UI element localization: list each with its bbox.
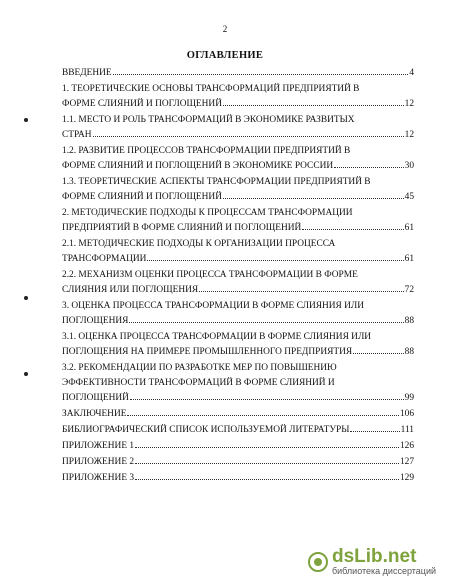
toc-entry[interactable] <box>62 455 414 470</box>
toc-entry-text: ТРАНСФОРМАЦИИ <box>62 254 147 264</box>
toc-entry[interactable] <box>62 299 414 329</box>
toc-page-number: 111 <box>400 425 414 435</box>
toc-line <box>62 455 414 470</box>
toc-entry[interactable] <box>62 407 414 422</box>
toc-leader-dots <box>135 479 399 480</box>
toc-entry-text: СТРАН <box>62 130 92 140</box>
toc-line <box>62 299 414 314</box>
toc-line <box>62 283 414 298</box>
toc-page-number: 45 <box>404 192 414 202</box>
toc-entry-text: 2.1. МЕТОДИЧЕСКИЕ ПОДХОДЫ К ОРГАНИЗАЦИИ ПРОЦЕССА <box>62 239 336 249</box>
toc-entry-text: ЗАКЛЮЧЕНИЕ <box>62 409 127 419</box>
toc-page-number: 106 <box>399 409 414 419</box>
toc-leader-dots <box>223 105 404 106</box>
toc-line <box>62 221 414 236</box>
toc-leader-dots <box>147 260 403 261</box>
toc-line <box>62 82 414 97</box>
toc-entry-text: ЭФФЕКТИВНОСТИ ТРАНСФОРМАЦИЙ В ФОРМЕ СЛИЯНИЙ И <box>62 378 335 388</box>
toc-page-number: 30 <box>404 161 414 171</box>
toc-line <box>62 206 414 221</box>
toc-line <box>62 252 414 267</box>
toc-title: ОГЛАВЛЕНИЕ <box>186 50 264 61</box>
toc-leader-dots <box>93 136 404 137</box>
toc-page-number: 99 <box>404 393 414 403</box>
toc-entry[interactable] <box>62 175 414 205</box>
toc-page-number: 61 <box>404 254 414 264</box>
toc-entry-text: БИБЛИОГРАФИЧЕСКИЙ СПИСОК ИСПОЛЬЗУЕМОЙ ЛИТЕРАТУРЫ <box>62 425 350 435</box>
toc-page-number: 12 <box>404 130 414 140</box>
toc-entry[interactable] <box>62 113 414 143</box>
toc-entry[interactable] <box>62 439 414 454</box>
toc-leader-dots <box>302 229 403 230</box>
toc-entry-text: 1.3. ТЕОРЕТИЧЕСКИЕ АСПЕКТЫ ТРАНСФОРМАЦИИ ПРЕДПРИЯТИЙ В <box>62 177 371 187</box>
toc-page-number: 88 <box>404 347 414 357</box>
toc-entry[interactable] <box>62 206 414 236</box>
toc-entry-text: 3.2. РЕКОМЕНДАЦИИ ПО РАЗРАБОТКЕ МЕР ПО ПОВЫШЕНИЮ <box>62 363 337 373</box>
scan-mark-bullet <box>24 372 28 376</box>
toc-leader-dots <box>127 415 398 416</box>
toc-entry-text: 1.1. МЕСТО И РОЛЬ ТРАНСФОРМАЦИЙ В ЭКОНОМИКЕ РАЗВИТЫХ <box>62 115 355 125</box>
toc-entry-text: ПОГЛОЩЕНИЯ НА ПРИМЕРЕ ПРОМЫШЛЕННОГО ПРЕДПРИЯТИЯ <box>62 347 353 357</box>
toc-line <box>62 345 414 360</box>
toc-line <box>62 391 414 406</box>
toc-leader-dots <box>113 74 409 75</box>
toc-entry-text: 3.1. ОЦЕНКА ПРОЦЕССА ТРАНСФОРМАЦИИ В ФОРМЕ СЛИЯНИЯ ИЛИ <box>62 332 372 342</box>
toc-entry[interactable] <box>62 471 414 486</box>
toc-line <box>62 423 414 438</box>
toc-entry[interactable] <box>62 330 414 360</box>
toc-line <box>62 439 414 454</box>
toc-leader-dots <box>223 198 404 199</box>
toc-entry-text: ПРИЛОЖЕНИЕ 3 <box>62 473 135 483</box>
toc-line <box>62 144 414 159</box>
toc-leader-dots <box>334 167 404 168</box>
toc-line <box>62 237 414 252</box>
toc-entry[interactable] <box>62 361 414 406</box>
page-number: 2 <box>222 24 228 34</box>
toc-line <box>62 113 414 128</box>
toc-entry-text: ВВЕДЕНИЕ <box>62 68 112 78</box>
toc-line <box>62 97 414 112</box>
toc-entry-text: 1. ТЕОРЕТИЧЕСКИЕ ОСНОВЫ ТРАНСФОРМАЦИЙ ПРЕДПРИЯТИЙ В <box>62 84 360 94</box>
toc-line <box>62 407 414 422</box>
toc-entry-text: ПОГЛОЩЕНИЙ <box>62 393 129 403</box>
toc-entry-text: ПРИЛОЖЕНИЕ 1 <box>62 441 135 451</box>
toc-line <box>62 268 414 283</box>
scan-mark-bullet <box>24 118 28 122</box>
toc-page-number: 126 <box>399 441 414 451</box>
toc-leader-dots <box>353 353 404 354</box>
toc-page-number: 61 <box>404 223 414 233</box>
table-of-contents <box>62 66 414 487</box>
toc-entry-text: 3. ОЦЕНКА ПРОЦЕССА ТРАНСФОРМАЦИИ В ФОРМЕ СЛИЯНИЯ ИЛИ <box>62 301 365 311</box>
toc-entry[interactable] <box>62 144 414 174</box>
toc-page-number: 127 <box>399 457 414 467</box>
toc-line <box>62 314 414 329</box>
toc-entry-text: 1.2. РАЗВИТИЕ ПРОЦЕССОВ ТРАНСФОРМАЦИИ ПРЕДПРИЯТИЙ В <box>62 146 351 156</box>
toc-entry[interactable] <box>62 237 414 267</box>
toc-entry-text: 2. МЕТОДИЧЕСКИЕ ПОДХОДЫ К ПРОЦЕССАМ ТРАНСФОРМАЦИИ <box>62 208 353 218</box>
toc-line <box>62 175 414 190</box>
toc-entry-text: ФОРМЕ СЛИЯНИЙ И ПОГЛОЩЕНИЙ <box>62 99 222 109</box>
toc-line <box>62 330 414 345</box>
toc-leader-dots <box>129 322 403 323</box>
toc-leader-dots <box>130 399 404 400</box>
toc-line <box>62 376 414 391</box>
toc-leader-dots <box>135 447 399 448</box>
toc-leader-dots <box>135 463 399 464</box>
toc-entry[interactable] <box>62 423 414 438</box>
toc-line <box>62 190 414 205</box>
toc-line <box>62 66 414 81</box>
toc-page-number: 129 <box>399 473 414 483</box>
toc-line <box>62 159 414 174</box>
toc-entry[interactable] <box>62 268 414 298</box>
toc-page-number: 4 <box>409 68 414 78</box>
watermark-subtitle: библиотека диссертаций <box>331 566 436 576</box>
toc-line <box>62 361 414 376</box>
toc-entry-text: ПРИЛОЖЕНИЕ 2 <box>62 457 135 467</box>
toc-page-number: 88 <box>404 316 414 326</box>
watermark-brand: dsLib.net <box>331 546 417 567</box>
toc-entry-text: ФОРМЕ СЛИЯНИЙ И ПОГЛОЩЕНИЙ В ЭКОНОМИКЕ РОССИИ <box>62 161 334 171</box>
toc-entry[interactable] <box>62 82 414 112</box>
toc-entry-text: 2.2. МЕХАНИЗМ ОЦЕНКИ ПРОЦЕССА ТРАНСФОРМАЦИИ В ФОРМЕ <box>62 270 358 280</box>
toc-line <box>62 128 414 143</box>
scan-mark-bullet <box>24 296 28 300</box>
toc-entry[interactable] <box>62 66 414 81</box>
toc-leader-dots <box>199 291 403 292</box>
toc-page-number: 72 <box>404 285 414 295</box>
toc-page-number: 12 <box>404 99 414 109</box>
toc-leader-dots <box>350 431 399 432</box>
dslib-logo-icon <box>308 552 328 572</box>
toc-entry-text: ФОРМЕ СЛИЯНИЙ И ПОГЛОЩЕНИЙ <box>62 192 222 202</box>
toc-entry-text: ПОГЛОЩЕНИЯ <box>62 316 129 326</box>
toc-entry-text: СЛИЯНИЯ ИЛИ ПОГЛОЩЕНИЯ <box>62 285 199 295</box>
toc-entry-text: ПРЕДПРИЯТИЙ В ФОРМЕ СЛИЯНИЙ И ПОГЛОЩЕНИЙ <box>62 223 302 233</box>
watermark[interactable] <box>308 547 436 576</box>
toc-line <box>62 471 414 486</box>
